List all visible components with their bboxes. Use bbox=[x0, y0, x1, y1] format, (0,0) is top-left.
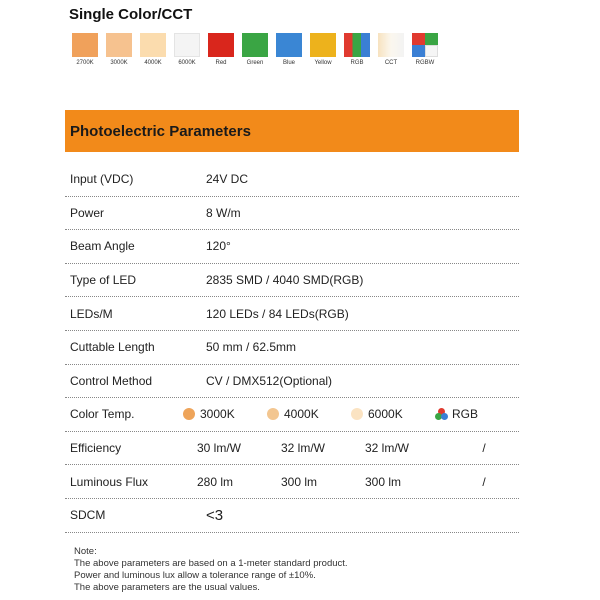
swatch-yellow: Yellow bbox=[307, 33, 339, 66]
color-temp-rgb: RGB bbox=[435, 407, 519, 421]
swatch-2700k: 2700K bbox=[69, 33, 101, 66]
param-value: 2835 SMD / 4040 SMD(RGB) bbox=[206, 273, 364, 288]
efficiency-value: 30 lm/W bbox=[197, 441, 242, 456]
color-temp-3000k: 3000K bbox=[183, 407, 267, 421]
table-row bbox=[65, 264, 519, 298]
param-key: Color Temp. bbox=[70, 407, 135, 422]
param-key: Control Method bbox=[70, 373, 153, 388]
rgb-icon bbox=[435, 408, 448, 420]
efficiency-values bbox=[197, 441, 519, 455]
notes-block bbox=[74, 546, 348, 594]
banner-title: Photoelectric Parameters bbox=[70, 122, 251, 140]
efficiency-value: 32 lm/W bbox=[281, 441, 326, 456]
param-key: Input (VDC) bbox=[70, 172, 134, 187]
swatch-6000k: 6000K bbox=[171, 33, 203, 66]
luminous-flux-value: 300 lm bbox=[281, 474, 318, 489]
sdcm-row bbox=[65, 499, 519, 533]
note-line: The above parameters are the usual values. bbox=[74, 582, 260, 593]
table-row bbox=[65, 331, 519, 365]
color-temp-row bbox=[65, 398, 519, 432]
param-key: Power bbox=[70, 205, 105, 220]
parameters-table bbox=[65, 163, 519, 533]
warm-dot-icon bbox=[183, 408, 195, 420]
param-key: Luminous Flux bbox=[70, 474, 149, 489]
param-key: Beam Angle bbox=[70, 239, 135, 254]
param-key: SDCM bbox=[70, 508, 106, 523]
swatch-cct: CCT bbox=[375, 33, 407, 66]
param-key: Efficiency bbox=[70, 441, 122, 456]
luminous-flux-value: / bbox=[482, 474, 486, 489]
table-row bbox=[65, 230, 519, 264]
section-title-single-color: Single Color/CCT bbox=[69, 6, 193, 23]
swatch-blue: Blue bbox=[273, 33, 305, 66]
param-key: LEDs/M bbox=[70, 306, 113, 321]
efficiency-value: 32 lm/W bbox=[365, 441, 410, 456]
notes-heading: Note: bbox=[74, 546, 97, 557]
note-line: Power and luminous lux allow a tolerance range of ±10%. bbox=[74, 570, 316, 581]
color-temp-6000k: 6000K bbox=[351, 407, 435, 421]
param-value: 120° bbox=[206, 239, 231, 254]
swatch-4000k: 4000K bbox=[137, 33, 169, 66]
luminous-flux-row bbox=[65, 465, 519, 499]
luminous-flux-value: 300 lm bbox=[365, 474, 402, 489]
param-value: 50 mm / 62.5mm bbox=[206, 340, 297, 355]
param-value: 8 W/m bbox=[206, 205, 241, 220]
swatch-green: Green bbox=[239, 33, 271, 66]
param-key: Cuttable Length bbox=[70, 340, 155, 355]
param-value: 120 LEDs / 84 LEDs(RGB) bbox=[206, 306, 349, 321]
param-key: Type of LED bbox=[70, 273, 137, 288]
swatch-3000k: 3000K bbox=[103, 33, 135, 66]
color-swatch-row bbox=[69, 33, 443, 66]
swatch-rgb: RGB bbox=[341, 33, 373, 66]
swatch-rgbw: RGBW bbox=[409, 33, 441, 66]
efficiency-value: / bbox=[482, 441, 486, 456]
param-value: CV / DMX512(Optional) bbox=[206, 373, 333, 388]
luminous-flux-values bbox=[197, 475, 519, 489]
swatch-red: Red bbox=[205, 33, 237, 66]
luminous-flux-value: 280 lm bbox=[197, 474, 234, 489]
table-row bbox=[65, 197, 519, 231]
cool-dot-icon bbox=[351, 408, 363, 420]
neutral-dot-icon bbox=[267, 408, 279, 420]
color-temp-values bbox=[183, 407, 519, 421]
param-value: 24V DC bbox=[206, 172, 249, 187]
table-row bbox=[65, 163, 519, 197]
color-temp-4000k: 4000K bbox=[267, 407, 351, 421]
param-value: <3 bbox=[206, 506, 224, 524]
note-line: The above parameters are based on a 1-meter standard product. bbox=[74, 558, 348, 569]
efficiency-row bbox=[65, 432, 519, 466]
table-row bbox=[65, 297, 519, 331]
photoelectric-parameters-banner bbox=[65, 110, 519, 152]
table-row bbox=[65, 365, 519, 399]
